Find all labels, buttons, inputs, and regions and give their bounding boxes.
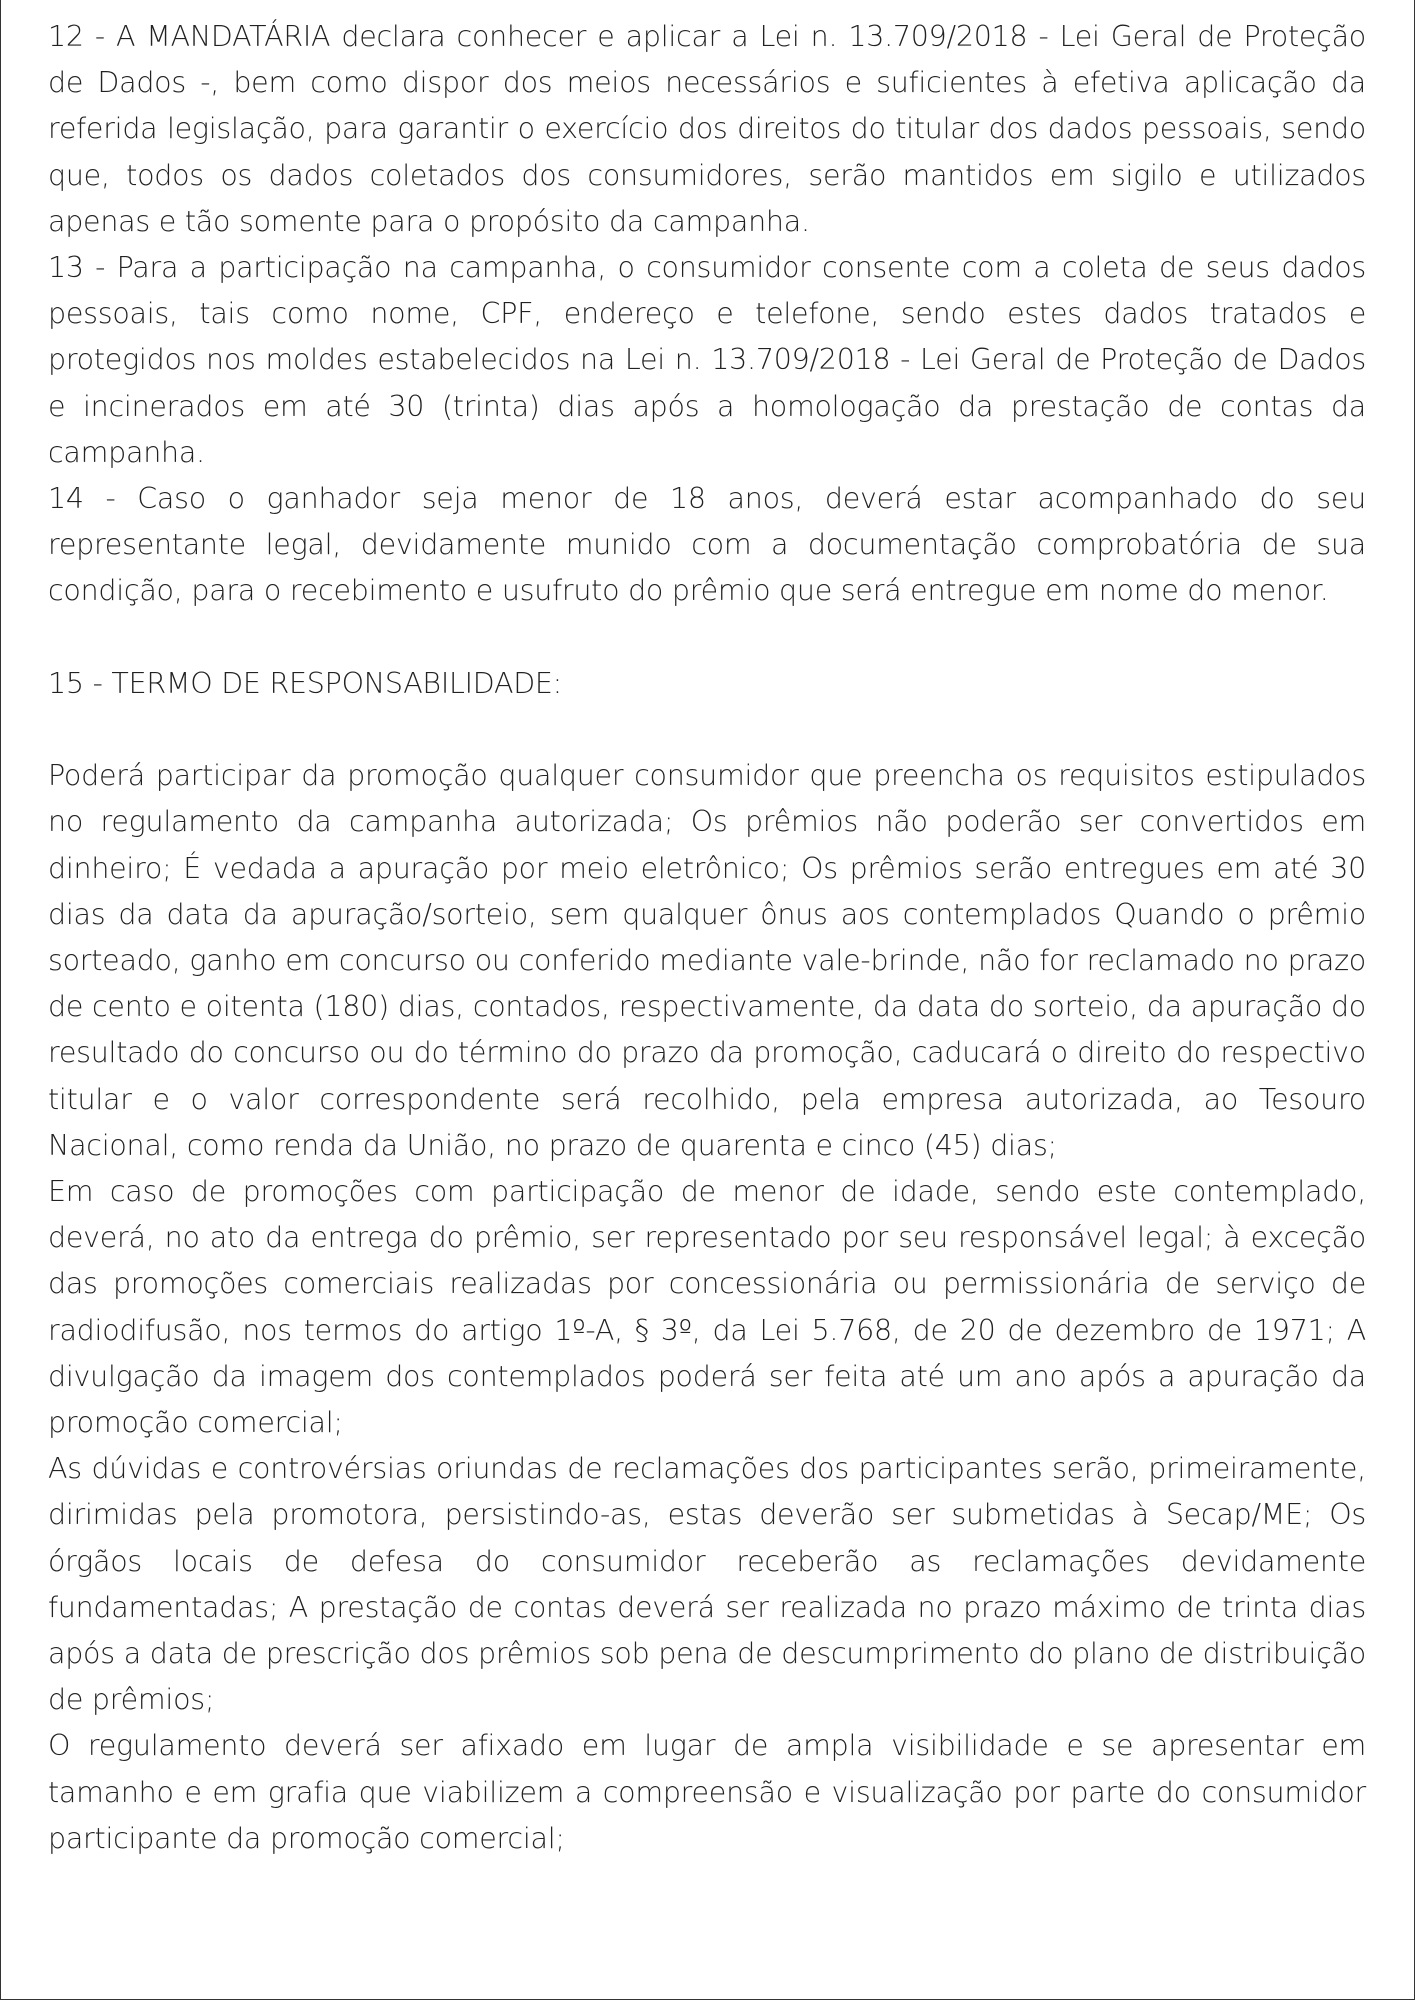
terms-paragraph-1: Poderá participar da promoção qualquer consumidor que preencha os requisitos estipulados no regulamento da campanha autorizada; Os prêmios não poderão ser convertidos em dinheiro; É vedada a apuração por meio eletrônico; Os prêmios serão entregues em até 30 dias da data da apuração/sorteio, sem qualquer ônus aos contemplados Quando o prêmio sorteado, ganho em concurso ou conferido mediante vale-brinde, não for reclamado no prazo de cento e oitenta (180) dias, contados, respectivamente, da data do sorteio, da apuração do resultado do concurso ou do término do prazo da promoção, caducará o direito do respectivo titular e o valor correspondente será recolhido, pela empresa autorizada, ao Tesouro Nacional, como renda da União, no prazo de quarenta e cinco (45) dias; <box>48 759 1366 1162</box>
terms-paragraph-4: O regulamento deverá ser afixado em lugar de ampla visibilidade e se apresentar em tamanho e em grafia que viabilizem a compreensão e visualização por parte do consumidor participante da promoção comercial; <box>48 1729 1366 1855</box>
terms-paragraph-2: Em caso de promoções com participação de menor de idade, sendo este contemplado, deverá, no ato da entrega do prêmio, ser representado por seu responsável legal; à exceção das promoções comerciais realizadas por concessionária ou permissionária de serviço de radiodifusão, nos termos do artigo 1º-A, § 3º, da Lei 5.768, de 20 de dezembro de 1971; A divulgação da imagem dos contemplados poderá ser feita até um ano após a apuração da promoção comercial; <box>48 1175 1366 1440</box>
paragraph-spacer <box>48 615 1366 661</box>
clause-15-heading: 15 - TERMO DE RESPONSABILIDADE: <box>48 666 563 700</box>
paragraph-spacer <box>48 707 1366 753</box>
document-body <box>48 14 1366 1862</box>
terms-paragraph-3: As dúvidas e controvérsias oriundas de reclamações dos participantes serão, primeiramente, dirimidas pela promotora, persistindo-as, estas deverão ser submetidas à Secap/ME; Os órgãos locais de defesa do consumidor receberão as reclamações devidamente fundamentadas; A prestação de contas deverá ser realizada no prazo máximo de trinta dias após a data de prescrição dos prêmios sob pena de descumprimento do plano de distribuição de prêmios; <box>48 1452 1366 1717</box>
clause-13-paragraph: 13 - Para a participação na campanha, o consumidor consente com a coleta de seus dados pessoais, tais como nome, CPF, endereço e telefone, sendo estes dados tratados e protegidos nos moldes estabelecidos na Lei n. 13.709/2018 - Lei Geral de Proteção de Dados e incinerados em até 30 (trinta) dias após a homologação da prestação de contas da campanha. <box>48 251 1366 469</box>
clause-14-paragraph: 14 - Caso o ganhador seja menor de 18 anos, deverá estar acompanhado do seu representante legal, devidamente munido com a documentação comprobatória de sua condição, para o recebimento e usufruto do prêmio que será entregue em nome do menor. <box>48 482 1366 608</box>
clause-12-paragraph: 12 - A MANDATÁRIA declara conhecer e aplicar a Lei n. 13.709/2018 - Lei Geral de Proteção de Dados -, bem como dispor dos meios necessários e suficientes à efetiva aplicação da referida legislação, para garantir o exercício dos direitos do titular dos dados pessoais, sendo que, todos os dados coletados dos consumidores, serão mantidos em sigilo e utilizados apenas e tão somente para o propósito da campanha. <box>48 20 1366 238</box>
